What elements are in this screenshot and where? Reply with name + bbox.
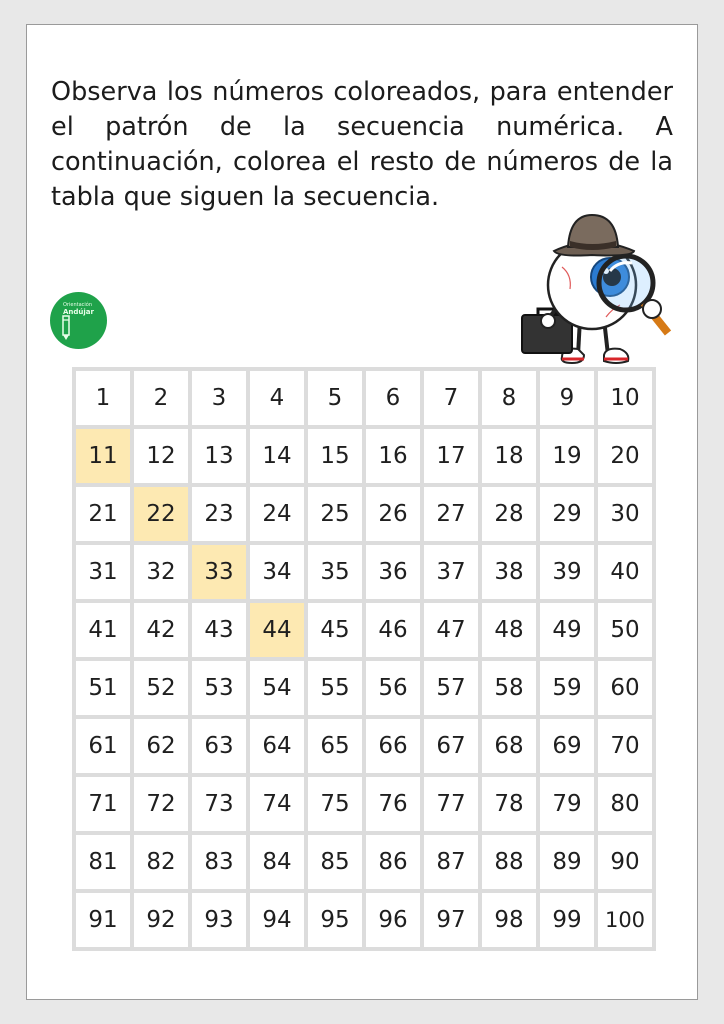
number-cell: 43 [192, 603, 246, 657]
number-cell: 65 [308, 719, 362, 773]
number-cell: 2 [134, 371, 188, 425]
number-cell: 23 [192, 487, 246, 541]
number-cell: 42 [134, 603, 188, 657]
number-cell: 70 [598, 719, 652, 773]
number-cell: 80 [598, 777, 652, 831]
number-cell: 53 [192, 661, 246, 715]
number-cell: 34 [250, 545, 304, 599]
number-cell: 88 [482, 835, 536, 889]
number-cell: 73 [192, 777, 246, 831]
number-cell: 29 [540, 487, 594, 541]
number-cell: 67 [424, 719, 478, 773]
number-cell: 78 [482, 777, 536, 831]
highlighted-number-cell: 11 [76, 429, 130, 483]
number-cell: 64 [250, 719, 304, 773]
number-cell: 25 [308, 487, 362, 541]
number-cell: 32 [134, 545, 188, 599]
number-cell: 61 [76, 719, 130, 773]
number-cell: 18 [482, 429, 536, 483]
number-cell: 21 [76, 487, 130, 541]
number-cell: 86 [366, 835, 420, 889]
number-cell: 76 [366, 777, 420, 831]
number-cell: 69 [540, 719, 594, 773]
number-cell: 90 [598, 835, 652, 889]
number-cell: 62 [134, 719, 188, 773]
number-cell: 26 [366, 487, 420, 541]
number-cell: 38 [482, 545, 536, 599]
number-cell: 57 [424, 661, 478, 715]
number-cell: 30 [598, 487, 652, 541]
highlighted-number-cell: 22 [134, 487, 188, 541]
number-cell: 75 [308, 777, 362, 831]
number-cell: 74 [250, 777, 304, 831]
number-cell: 93 [192, 893, 246, 947]
number-cell: 99 [540, 893, 594, 947]
eyeball-detective-icon [492, 197, 692, 377]
number-cell: 46 [366, 603, 420, 657]
number-cell: 54 [250, 661, 304, 715]
number-cell: 100 [598, 893, 652, 947]
number-cell: 79 [540, 777, 594, 831]
number-cell: 66 [366, 719, 420, 773]
number-cell: 97 [424, 893, 478, 947]
number-cell: 89 [540, 835, 594, 889]
number-cell: 10 [598, 371, 652, 425]
number-cell: 6 [366, 371, 420, 425]
logo-text [63, 302, 103, 316]
worksheet-page [26, 24, 698, 1000]
number-cell: 51 [76, 661, 130, 715]
number-cell: 35 [308, 545, 362, 599]
number-cell: 15 [308, 429, 362, 483]
number-cell: 82 [134, 835, 188, 889]
number-cell: 71 [76, 777, 130, 831]
number-cell: 8 [482, 371, 536, 425]
logo-line-2: Andújar [63, 308, 94, 316]
number-cell: 47 [424, 603, 478, 657]
number-cell: 81 [76, 835, 130, 889]
number-cell: 98 [482, 893, 536, 947]
number-cell: 96 [366, 893, 420, 947]
logo-line-1: Orientación [63, 302, 93, 308]
number-cell: 12 [134, 429, 188, 483]
number-cell: 5 [308, 371, 362, 425]
number-cell: 83 [192, 835, 246, 889]
number-cell: 84 [250, 835, 304, 889]
number-cell: 31 [76, 545, 130, 599]
number-cell: 87 [424, 835, 478, 889]
number-cell: 91 [76, 893, 130, 947]
number-cell: 55 [308, 661, 362, 715]
number-cell: 1 [76, 371, 130, 425]
number-cell: 13 [192, 429, 246, 483]
number-cell: 27 [424, 487, 478, 541]
number-cell: 36 [366, 545, 420, 599]
number-cell: 48 [482, 603, 536, 657]
number-cell: 37 [424, 545, 478, 599]
number-cell: 28 [482, 487, 536, 541]
number-cell: 59 [540, 661, 594, 715]
highlighted-number-cell: 44 [250, 603, 304, 657]
number-cell: 77 [424, 777, 478, 831]
number-cell: 45 [308, 603, 362, 657]
number-cell: 68 [482, 719, 536, 773]
number-cell: 85 [308, 835, 362, 889]
number-cell: 50 [598, 603, 652, 657]
number-cell: 95 [308, 893, 362, 947]
hundreds-chart [72, 367, 656, 951]
number-cell: 3 [192, 371, 246, 425]
number-cell: 20 [598, 429, 652, 483]
number-cell: 24 [250, 487, 304, 541]
number-cell: 63 [192, 719, 246, 773]
number-cell: 41 [76, 603, 130, 657]
number-cell: 14 [250, 429, 304, 483]
number-cell: 52 [134, 661, 188, 715]
number-cell: 39 [540, 545, 594, 599]
instructions-text: Observa los números coloreados, para entender el patrón de la secuencia numérica. A continuación, colorea el resto de números de la tabla que siguen la secuencia. [51, 77, 673, 212]
orientacion-andujar-logo [50, 292, 107, 349]
number-cell: 49 [540, 603, 594, 657]
number-cell: 58 [482, 661, 536, 715]
number-cell: 92 [134, 893, 188, 947]
number-cell: 7 [424, 371, 478, 425]
pencil-icon [50, 292, 107, 349]
number-cell: 40 [598, 545, 652, 599]
number-cell: 72 [134, 777, 188, 831]
number-cell: 60 [598, 661, 652, 715]
highlighted-number-cell: 33 [192, 545, 246, 599]
number-cell: 9 [540, 371, 594, 425]
number-cell: 16 [366, 429, 420, 483]
number-cell: 19 [540, 429, 594, 483]
number-cell: 4 [250, 371, 304, 425]
number-cell: 17 [424, 429, 478, 483]
number-cell: 94 [250, 893, 304, 947]
number-cell: 56 [366, 661, 420, 715]
